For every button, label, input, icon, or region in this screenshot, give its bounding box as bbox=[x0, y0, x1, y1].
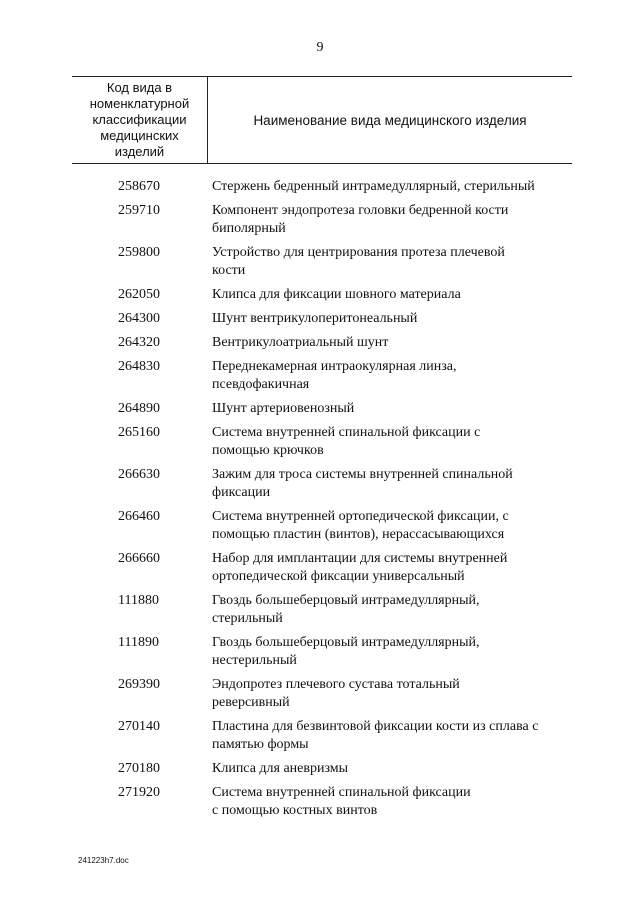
table-row bbox=[72, 784, 572, 820]
row-name: Устройство для центрирования протеза плечевой кости bbox=[212, 245, 505, 278]
page-number: 9 bbox=[316, 40, 324, 55]
table-row bbox=[72, 202, 572, 238]
row-code: 266630 bbox=[118, 467, 160, 482]
row-code: 264300 bbox=[118, 311, 160, 326]
row-name: Переднекамерная интраокулярная линза, псевдофакичная bbox=[212, 359, 457, 392]
row-code: 111890 bbox=[118, 635, 159, 650]
table-row bbox=[72, 310, 572, 328]
table-row bbox=[72, 508, 572, 544]
row-code: 265160 bbox=[118, 425, 160, 440]
row-name: Набор для имплантации для системы внутренней ортопедической фиксации универсальный bbox=[212, 551, 508, 584]
row-code: 270180 bbox=[118, 761, 160, 776]
table-row bbox=[72, 334, 572, 352]
document-filename: 241223h7.doc bbox=[78, 856, 129, 865]
row-name: Гвоздь большеберцовый интрамедуллярный, нестерильный bbox=[212, 635, 480, 668]
row-code: 258670 bbox=[118, 179, 160, 194]
table-row bbox=[72, 634, 572, 670]
row-code: 264890 bbox=[118, 401, 160, 416]
row-name: Шунт вентрикулоперитонеальный bbox=[212, 311, 418, 326]
row-code: 262050 bbox=[118, 287, 160, 302]
row-code: 264320 bbox=[118, 335, 160, 350]
column-header-code: Код вида в номенклатурной классификации медицинских изделий bbox=[72, 77, 208, 163]
table-row bbox=[72, 286, 572, 304]
row-name: Компонент эндопротеза головки бедренной кости биполярный bbox=[212, 203, 509, 236]
row-code: 266460 bbox=[118, 509, 160, 524]
table-row bbox=[72, 676, 572, 712]
row-name: Шунт артериовенозный bbox=[212, 401, 355, 416]
row-code: 271920 bbox=[118, 785, 160, 800]
row-code: 264830 bbox=[118, 359, 160, 374]
row-code: 269390 bbox=[118, 677, 160, 692]
table-row bbox=[72, 358, 572, 394]
table-row bbox=[72, 400, 572, 418]
row-name: Система внутренней ортопедической фиксации, с помощью пластин (винтов), нерассасывающихся bbox=[212, 509, 509, 542]
column-header-name: Наименование вида медицинского изделия bbox=[253, 112, 527, 128]
table-header bbox=[72, 76, 572, 164]
table-row bbox=[72, 592, 572, 628]
row-code: 111880 bbox=[118, 593, 159, 608]
table-row bbox=[72, 244, 572, 280]
row-code: 259710 bbox=[118, 203, 160, 218]
row-name: Эндопротез плечевого сустава тотальный реверсивный bbox=[212, 677, 460, 710]
table-row bbox=[72, 550, 572, 586]
row-code: 270140 bbox=[118, 719, 160, 734]
table-row bbox=[72, 718, 572, 754]
row-code: 259800 bbox=[118, 245, 160, 260]
table-row bbox=[72, 178, 572, 196]
table-row bbox=[72, 760, 572, 778]
table-row bbox=[72, 424, 572, 460]
row-name: Вентрикулоатриальный шунт bbox=[212, 335, 389, 350]
row-name: Система внутренней спинальной фиксации с помощью костных винтов bbox=[212, 785, 471, 818]
row-name: Гвоздь большеберцовый интрамедуллярный, стерильный bbox=[212, 593, 480, 626]
table-row bbox=[72, 466, 572, 502]
table-body bbox=[72, 178, 572, 826]
row-name: Зажим для троса системы внутренней спинальной фиксации bbox=[212, 467, 513, 500]
row-name: Система внутренней спинальной фиксации с помощью крючков bbox=[212, 425, 481, 458]
row-name: Пластина для безвинтовой фиксации кости из сплава с памятью формы bbox=[212, 719, 539, 752]
row-code: 266660 bbox=[118, 551, 160, 566]
row-name: Клипса для фиксации шовного материала bbox=[212, 287, 461, 302]
row-name: Клипса для аневризмы bbox=[212, 761, 349, 776]
row-name: Стержень бедренный интрамедуллярный, стерильный bbox=[212, 179, 535, 194]
